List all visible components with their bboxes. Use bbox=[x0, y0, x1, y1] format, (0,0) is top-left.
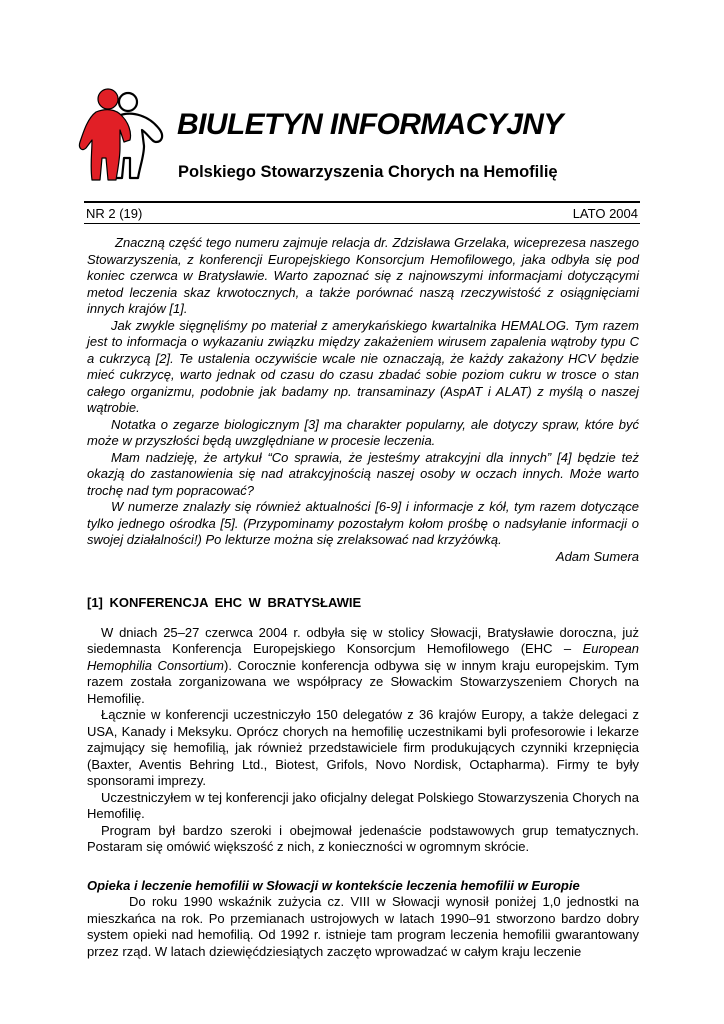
bulletin-subtitle: Polskiego Stowarzyszenia Chorych na Hemofilię bbox=[178, 163, 558, 181]
paragraph-text: W dniach 25–27 czerwca 2004 r. odbyła się w stolicy Słowacji, Bratysławie doroczna, już siedemnasta Konferencja Europejskiego Konsorcjum Hemofilowego (EHC – bbox=[87, 624, 639, 656]
editor-signature: Adam Sumera bbox=[555, 548, 639, 564]
section-paragraph: Uczestniczyłem w tej konferencji jako oficjalny delegat Polskiego Stowarzyszenia Chorych na Hemofilię. bbox=[87, 789, 639, 821]
article-content bbox=[87, 235, 639, 960]
editorial-intro bbox=[87, 235, 639, 565]
intro-paragraph: Znaczną część tego numeru zajmuje relacja dr. Zdzisława Grzelaka, wiceprezesa naszego Stowarzyszenia, z konferencji Europejskiego Konsorcjum Hemofilowego, jaka odbyła się pod koniec czerwca w Bratysławie. Warto zapoznać się z najnowszymi informacjami dotyczącymi metod leczenia skaz krwotocznych, a także porównać naszą rzeczywistość z osiągnięciami innych krajów [1]. bbox=[87, 235, 639, 316]
subsection-heading: Opieka i leczenie hemofilii w Słowacji w kontekście leczenia hemofilii w Europie bbox=[87, 877, 580, 893]
intro-paragraph: Notatka o zegarze biologicznym [3] ma charakter popularny, ale dotyczy spraw, które być może w przyszłości będą uwzględniane w procesie leczenia. bbox=[87, 416, 639, 448]
subsection-paragraph: Do roku 1990 wskaźnik zużycia cz. VIII w Słowacji wynosił poniżej 1,0 jednostki na mieszkańca na rok. Po przemianach ustrojowych w latach 1990–91 stworzono bardzo dobry system opieki nad hemofilią. Od 1992 r. istnieje tam program leczenia hemofilii gwarantowany przez rząd. W latach dziewięćdziesiątych zaczęto wprowadzać w całym kraju leczenie bbox=[87, 894, 639, 959]
intro-paragraph: W numerze znalazły się również aktualności [6-9] i informacje z kół, tym razem dotyczące tylko jednego ośrodka [5]. (Przypominamy pozostałym kołom prośbę o nadsyłanie informacji o swojej działalności!) Po lekturze można się zrelaksować nad krzyżówką. bbox=[87, 499, 639, 547]
association-logo bbox=[76, 86, 168, 184]
bulletin-title: BIULETYN INFORMACYJNY bbox=[177, 108, 563, 141]
issue-row bbox=[86, 206, 638, 221]
section-paragraph bbox=[87, 625, 639, 708]
section-heading: [1] KONFERENCJA EHC W BRATYSŁAWIE bbox=[87, 595, 362, 610]
section-paragraph: Program był bardzo szeroki i obejmował jedenaście podstawowych grup tematycznych. Postaram się omówić większość z nich, z konieczności w ogromnym skrócie. bbox=[87, 822, 639, 854]
issue-season: LATO 2004 bbox=[572, 206, 638, 221]
consortium-name: European Hemophilia Consortium bbox=[87, 641, 639, 673]
header-rule-bottom bbox=[84, 223, 640, 224]
intro-paragraph: Mam nadzieję, że artykuł “Co sprawia, że jesteśmy atrakcyjni dla innych” [4] będzie też okazją do zastanowienia się nad atrakcyjnością naszej osoby w oczach innych. Może warto trochę nad tym popracować? bbox=[87, 449, 639, 498]
section-paragraph: Łącznie w konferencji uczestniczyło 150 delegatów z 36 krajów Europy, a także delegaci z USA, Kanady i Meksyku. Oprócz chorych na hemofilię uczestnikami byli profesorowie i lekarze zajmujący się hemofilią, jak również przedstawiciele firm produkujących czynniki krzepnięcia (Baxter, Aventis Behring Ltd., Biotest, Grifols, Novo Nordisk, Octapharma). Firmy te były sponsorami imprezy. bbox=[87, 707, 639, 788]
header-rule-top bbox=[84, 201, 640, 203]
intro-paragraph: Jak zwykle sięgnęliśmy po materiał z amerykańskiego kwartalnika HEMALOG. Tym razem jest to informacja o wykazaniu związku między zakażeniem wirusem zapalenia wątroby typu C a cukrzycą [2]. Te ustalenia oczywiście wcale nie oznaczają, że każdy zakażony HCV będzie mieć cukrzycę, warto jednak od czasu do czasu zbadać sobie poziom cukru w trosce o stan całego organizmu, podobnie jak badamy np. transaminazy (AspAT i ALAT) z myślą o naszej wątrobie. bbox=[87, 317, 639, 415]
issue-number: NR 2 (19) bbox=[86, 206, 143, 221]
subsection-body bbox=[87, 894, 639, 960]
paragraph-text: ). Corocznie konferencja odbywa się w innym kraju europejskim. Tym razem została zorganizowana we współpracy ze Słowackim Stowarzyszeniem Chorych na Hemofilię. bbox=[87, 657, 639, 706]
section-body bbox=[87, 625, 639, 856]
